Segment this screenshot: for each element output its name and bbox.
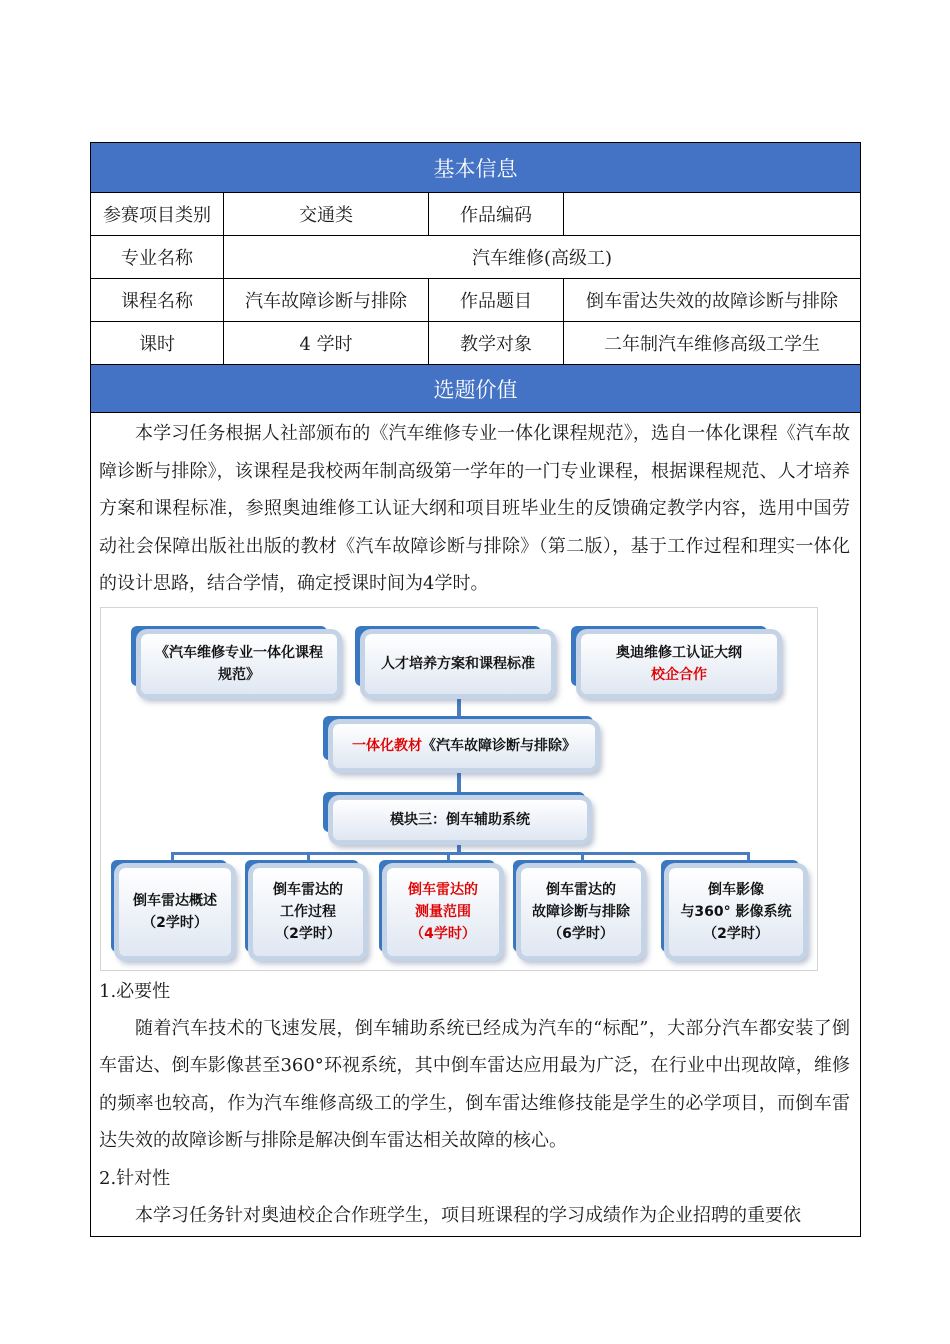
title-value: 倒车雷达失效的故障诊断与排除 — [564, 279, 861, 322]
info-table — [90, 142, 861, 1237]
textbook-title-text: 《汽车故障诊断与排除》 — [422, 737, 576, 754]
leaf-diagnosis-line3: （6学时） — [548, 925, 614, 942]
hours-value: 4 学时 — [224, 322, 429, 365]
connector — [171, 852, 749, 855]
code-label: 作品编码 — [429, 193, 564, 236]
leaf-overview-line2: （2学时） — [142, 914, 208, 931]
leaf-diagnosis-line1: 倒车雷达的 — [546, 881, 616, 898]
top-box-plan-text: 人才培养方案和课程标准 — [381, 655, 535, 672]
leaf-process-line2: 工作过程 — [280, 903, 336, 920]
leaf-overview-line1: 倒车雷达概述 — [133, 892, 217, 909]
leaf-box-range — [387, 868, 499, 956]
intro-paragraph: 本学习任务根据人社部颁布的《汽车维修专业一体化课程规范》，选自一体化课程《汽车故障诊断与排除》，该课程是我校两年制高级第一学年的一门专业课程，根据课程规范、人才培养方案和课程标准，参照奥迪维修工认证大纲和项目班毕业生的反馈确定教学内容，选用中国劳动社会保障出版社出版的教材《汽车故障诊断与排除》（第二版），基于工作过程和理实一体化的设计思路，结合学情，确定授课时间为4学时。 — [99, 423, 850, 594]
topic-value-header: 选题价值 — [91, 365, 861, 413]
textbook-box — [333, 724, 595, 768]
target-title: 2.针对性 — [99, 1167, 171, 1189]
top-box-audi-line2: 校企合作 — [651, 666, 707, 683]
module-text: 模块三：倒车辅助系统 — [390, 811, 530, 828]
leaf-box-process — [253, 868, 363, 956]
course-label: 课程名称 — [91, 279, 224, 322]
top-box-spec — [141, 634, 337, 694]
leaf-diagnosis-line2: 故障诊断与排除 — [532, 903, 630, 920]
title-label: 作品题目 — [429, 279, 564, 322]
top-box-spec-text: 《汽车维修专业一体化课程规范》 — [155, 644, 323, 683]
code-value — [564, 193, 861, 236]
hours-label: 课时 — [91, 322, 224, 365]
top-box-audi-line1: 奥迪维修工认证大纲 — [616, 644, 742, 661]
module-box — [333, 800, 587, 840]
topic-value-content — [91, 413, 861, 1237]
category-value: 交通类 — [224, 193, 429, 236]
leaf-box-overview — [119, 868, 231, 956]
target-paragraph: 本学习任务针对奥迪校企合作班学生，项目班课程的学习成绩作为企业招聘的重要依 — [135, 1204, 801, 1226]
leaf-process-line3: （2学时） — [275, 925, 341, 942]
audience-value: 二年制汽车维修高级工学生 — [564, 322, 861, 365]
leaf-process-line1: 倒车雷达的 — [273, 881, 343, 898]
necessity-title: 1.必要性 — [99, 980, 171, 1002]
major-label: 专业名称 — [91, 236, 224, 279]
category-label: 参赛项目类别 — [91, 193, 224, 236]
textbook-red-text: 一体化教材 — [352, 737, 422, 754]
leaf-range-line3: （4学时） — [410, 925, 476, 942]
top-box-audi — [581, 634, 777, 694]
leaf-box-diagnosis — [521, 868, 641, 956]
leaf-range-line1: 倒车雷达的 — [408, 881, 478, 898]
audience-label: 教学对象 — [429, 322, 564, 365]
top-box-plan — [365, 634, 551, 694]
course-value: 汽车故障诊断与排除 — [224, 279, 429, 322]
leaf-box-camera — [669, 868, 803, 956]
major-value: 汽车维修(高级工) — [224, 236, 861, 279]
leaf-camera-line2: 与360° 影像系统 — [680, 903, 792, 920]
basic-info-header: 基本信息 — [91, 143, 861, 193]
necessity-paragraph: 随着汽车技术的飞速发展，倒车辅助系统已经成为汽车的“标配”，大部分汽车都安装了倒车雷达、倒车影像甚至360°环视系统，其中倒车雷达应用最为广泛，在行业中出现故障，维修的频率也较高，作为汽车维修高级工的学生，倒车雷达维修技能是学生的必学项目，而倒车雷达失效的故障诊断与排除是解决倒车雷达相关故障的核心。 — [99, 1017, 850, 1151]
leaf-camera-line3: （2学时） — [703, 925, 769, 942]
leaf-range-line2: 测量范围 — [415, 903, 471, 920]
course-structure-diagram — [100, 607, 818, 971]
leaf-camera-line1: 倒车影像 — [708, 881, 764, 898]
